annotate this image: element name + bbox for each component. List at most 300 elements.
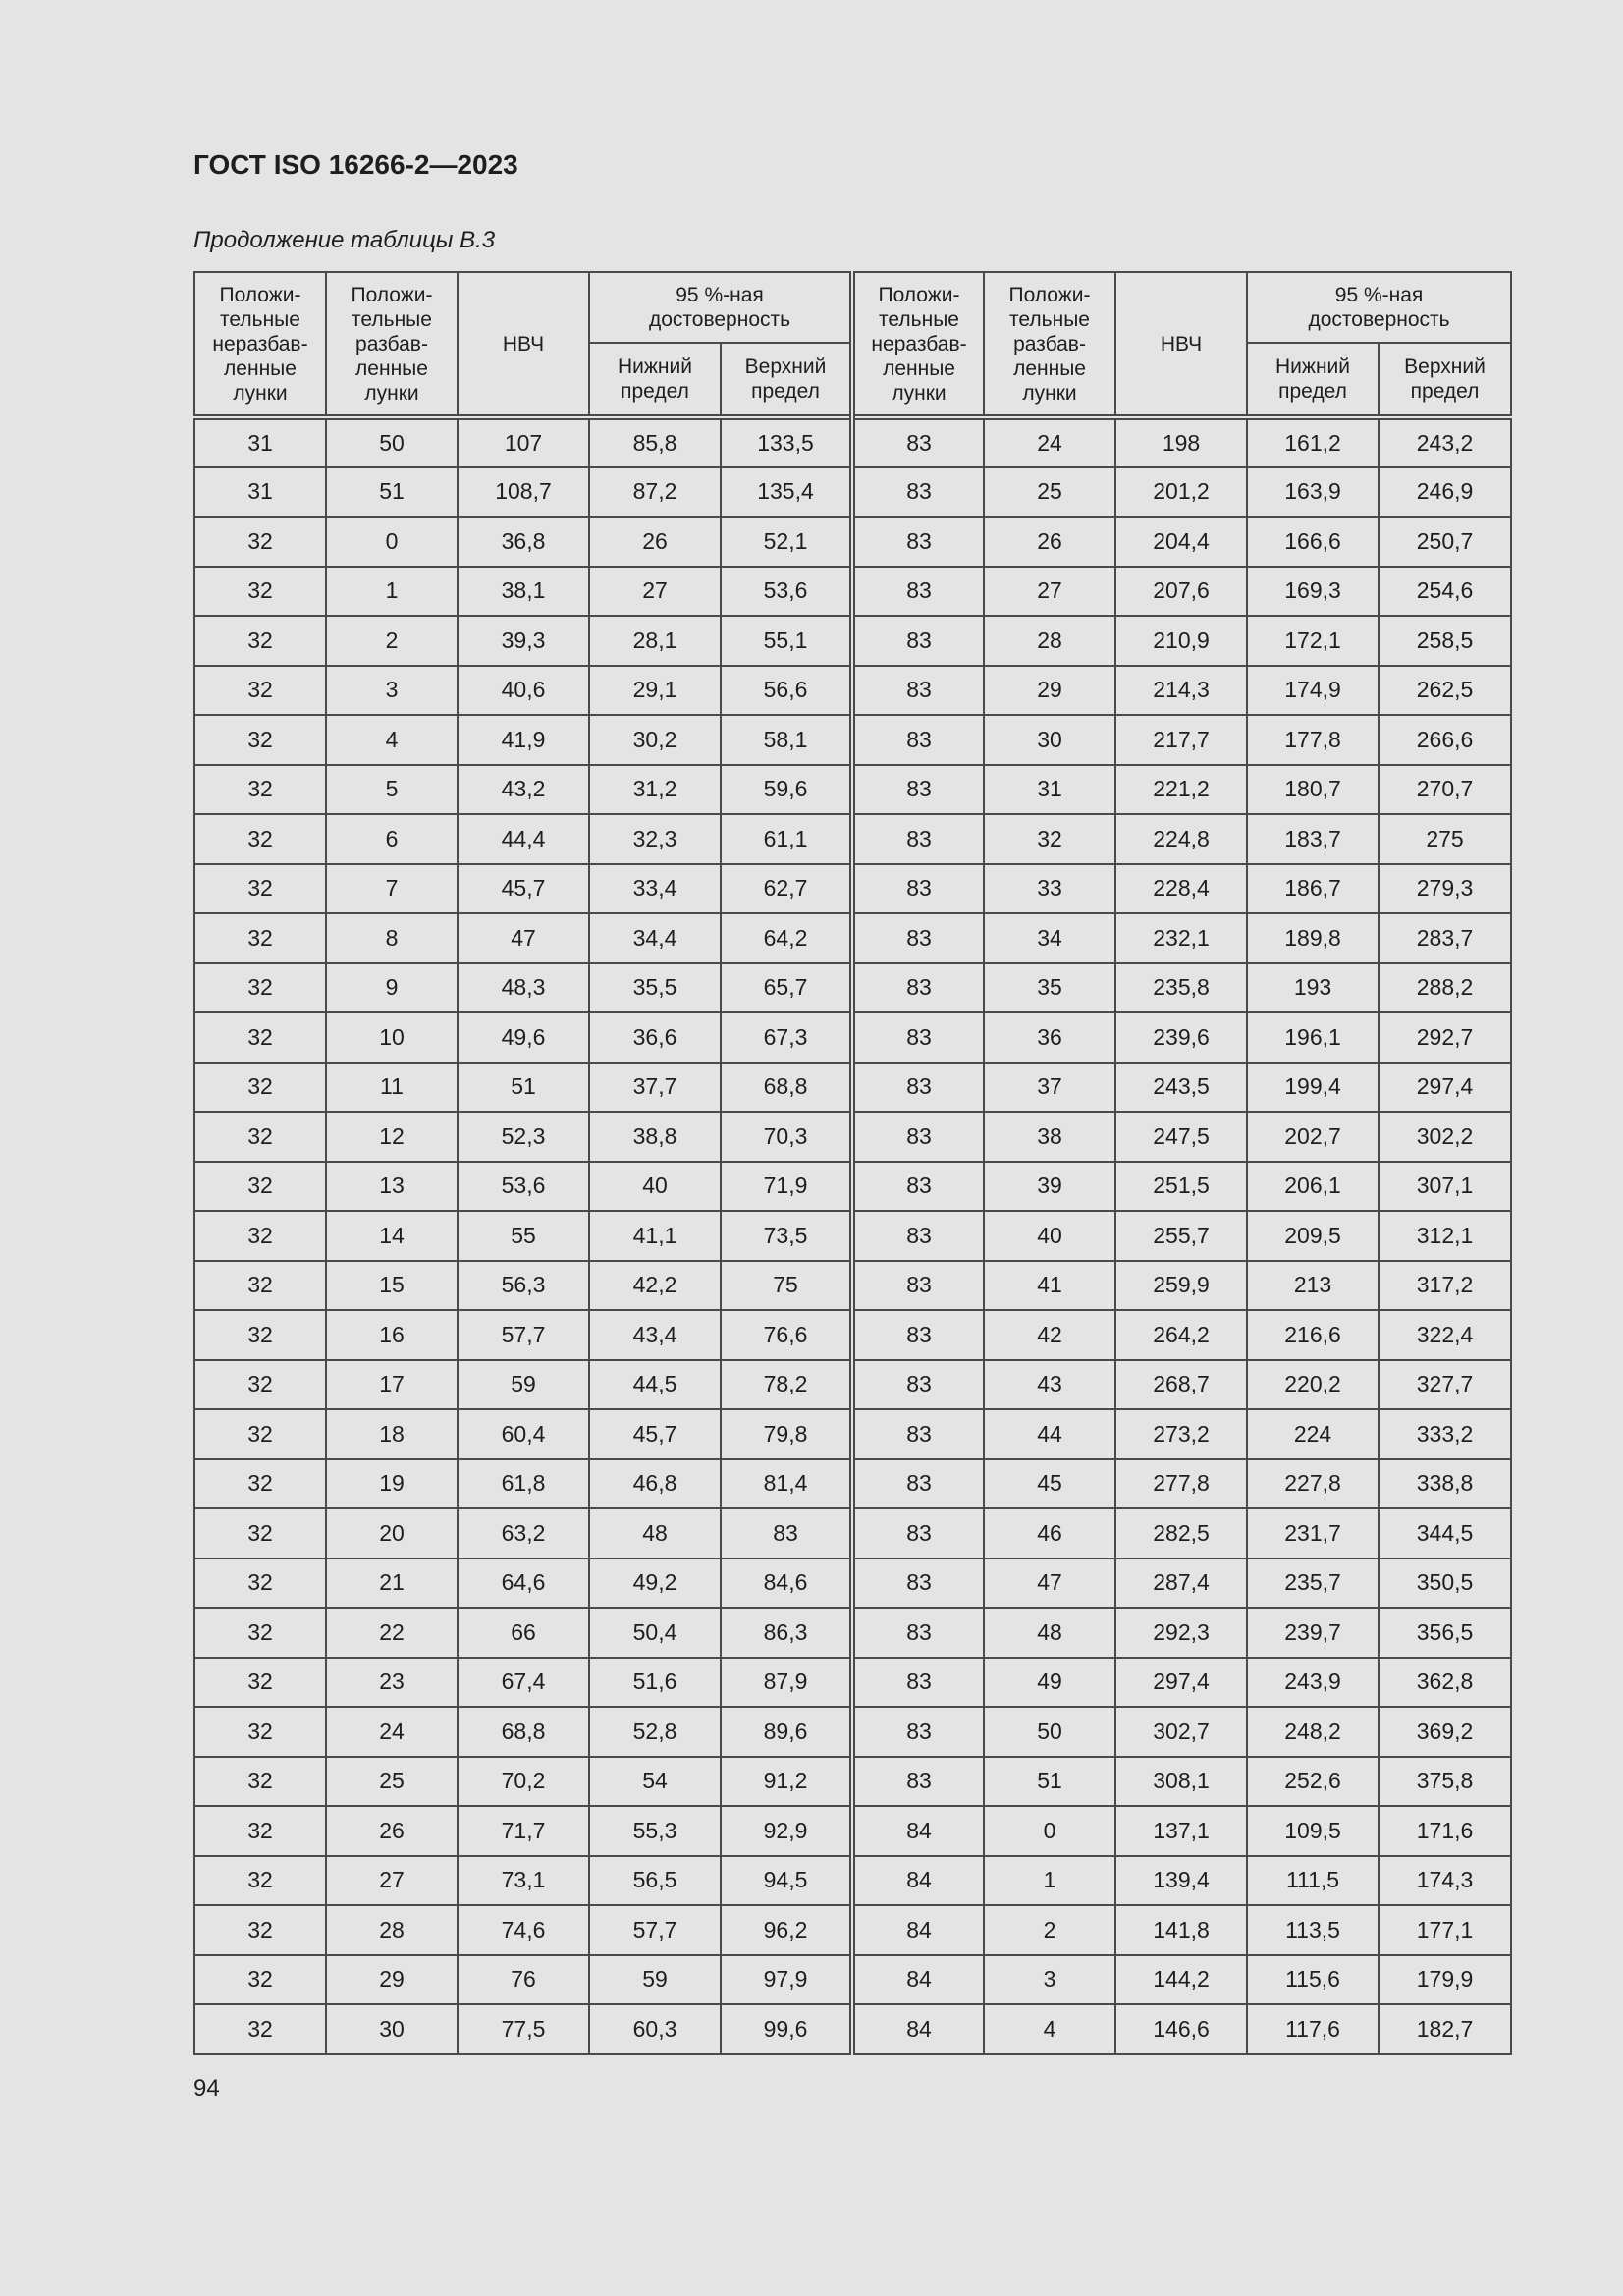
table-cell: 83	[852, 1211, 984, 1261]
table-cell: 202,7	[1247, 1112, 1379, 1162]
table-cell: 83	[852, 1012, 984, 1063]
col-header-confidence: 95 %-ная достоверность	[1247, 272, 1511, 343]
table-cell: 224,8	[1115, 814, 1247, 864]
table-cell: 248,2	[1247, 1707, 1379, 1757]
table-cell: 243,2	[1379, 417, 1511, 467]
table-cell: 25	[326, 1757, 458, 1807]
table-cell: 76	[458, 1955, 589, 2005]
table-cell: 59,6	[721, 765, 852, 815]
table-cell: 33	[984, 864, 1115, 914]
table-cell: 243,5	[1115, 1063, 1247, 1113]
table-cell: 141,8	[1115, 1905, 1247, 1955]
table-cell: 11	[326, 1063, 458, 1113]
table-cell: 83	[852, 864, 984, 914]
table-cell: 111,5	[1247, 1856, 1379, 1906]
table-cell: 56,6	[721, 666, 852, 716]
table-cell: 213	[1247, 1261, 1379, 1311]
table-cell: 41,1	[589, 1211, 721, 1261]
table-cell: 288,2	[1379, 963, 1511, 1013]
table-cell: 32	[194, 715, 326, 765]
table-cell: 83	[852, 1063, 984, 1113]
table-cell: 297,4	[1115, 1658, 1247, 1708]
table-cell: 232,1	[1115, 913, 1247, 963]
table-cell: 32	[194, 1459, 326, 1509]
table-cell: 32	[194, 1409, 326, 1459]
table-cell: 31	[984, 765, 1115, 815]
table-cell: 13	[326, 1162, 458, 1212]
table-cell: 338,8	[1379, 1459, 1511, 1509]
table-cell: 38	[984, 1112, 1115, 1162]
table-cell: 60,3	[589, 2004, 721, 2054]
mpn-table	[193, 271, 1512, 2055]
table-cell: 15	[326, 1261, 458, 1311]
table-row	[194, 616, 1511, 666]
table-cell: 250,7	[1379, 517, 1511, 567]
table-cell: 174,9	[1247, 666, 1379, 716]
table-row	[194, 864, 1511, 914]
table-cell: 24	[326, 1707, 458, 1757]
table-cell: 10	[326, 1012, 458, 1063]
table-cell: 356,5	[1379, 1608, 1511, 1658]
table-cell: 52,8	[589, 1707, 721, 1757]
table-cell: 14	[326, 1211, 458, 1261]
table-cell: 31	[194, 467, 326, 518]
col-header-lower-limit: Нижний предел	[1247, 343, 1379, 417]
table-cell: 29,1	[589, 666, 721, 716]
table-row	[194, 1409, 1511, 1459]
table-cell: 83	[852, 467, 984, 518]
table-cell: 84	[852, 1905, 984, 1955]
table-cell: 62,7	[721, 864, 852, 914]
table-cell: 55	[458, 1211, 589, 1261]
table-cell: 1	[984, 1856, 1115, 1906]
table-cell: 92,9	[721, 1806, 852, 1856]
table-cell: 32	[194, 1310, 326, 1360]
table-cell: 48	[984, 1608, 1115, 1658]
table-cell: 57,7	[458, 1310, 589, 1360]
table-cell: 172,1	[1247, 616, 1379, 666]
table-cell: 113,5	[1247, 1905, 1379, 1955]
table-cell: 9	[326, 963, 458, 1013]
table-cell: 201,2	[1115, 467, 1247, 518]
table-cell: 45,7	[589, 1409, 721, 1459]
table-cell: 63,2	[458, 1508, 589, 1558]
table-cell: 18	[326, 1409, 458, 1459]
table-row	[194, 1608, 1511, 1658]
table-cell: 40	[984, 1211, 1115, 1261]
table-cell: 83	[852, 963, 984, 1013]
table-cell: 33,4	[589, 864, 721, 914]
table-cell: 235,7	[1247, 1558, 1379, 1609]
table-row	[194, 1310, 1511, 1360]
table-cell: 83	[852, 417, 984, 467]
table-cell: 193	[1247, 963, 1379, 1013]
table-cell: 32	[194, 1757, 326, 1807]
table-cell: 344,5	[1379, 1508, 1511, 1558]
table-cell: 8	[326, 913, 458, 963]
table-cell: 41,9	[458, 715, 589, 765]
table-row	[194, 666, 1511, 716]
table-cell: 30	[326, 2004, 458, 2054]
table-cell: 283,7	[1379, 913, 1511, 963]
table-row	[194, 715, 1511, 765]
table-cell: 292,3	[1115, 1608, 1247, 1658]
table-cell: 254,6	[1379, 567, 1511, 617]
table-cell: 183,7	[1247, 814, 1379, 864]
table-row	[194, 1757, 1511, 1807]
table-cell: 239,6	[1115, 1012, 1247, 1063]
table-cell: 214,3	[1115, 666, 1247, 716]
table-cell: 47	[458, 913, 589, 963]
table-cell: 84	[852, 1806, 984, 1856]
table-cell: 322,4	[1379, 1310, 1511, 1360]
table-cell: 264,2	[1115, 1310, 1247, 1360]
table-cell: 239,7	[1247, 1608, 1379, 1658]
table-cell: 4	[984, 2004, 1115, 2054]
table-row	[194, 1707, 1511, 1757]
table-cell: 27	[589, 567, 721, 617]
table-cell: 12	[326, 1112, 458, 1162]
table-row	[194, 963, 1511, 1013]
table-cell: 27	[326, 1856, 458, 1906]
table-cell: 64,2	[721, 913, 852, 963]
table-cell: 83	[852, 1310, 984, 1360]
table-cell: 73,5	[721, 1211, 852, 1261]
table-cell: 87,2	[589, 467, 721, 518]
table-row	[194, 1955, 1511, 2005]
table-row	[194, 1261, 1511, 1311]
table-cell: 79,8	[721, 1409, 852, 1459]
table-cell: 56,5	[589, 1856, 721, 1906]
table-cell: 16	[326, 1310, 458, 1360]
table-cell: 317,2	[1379, 1261, 1511, 1311]
table-cell: 83	[852, 1261, 984, 1311]
table-cell: 26	[984, 517, 1115, 567]
table-cell: 48,3	[458, 963, 589, 1013]
table-cell: 97,9	[721, 1955, 852, 2005]
table-cell: 6	[326, 814, 458, 864]
table-cell: 23	[326, 1658, 458, 1708]
table-cell: 199,4	[1247, 1063, 1379, 1113]
table-cell: 83	[852, 1608, 984, 1658]
table-cell: 38,8	[589, 1112, 721, 1162]
table-cell: 35,5	[589, 963, 721, 1013]
table-cell: 61,8	[458, 1459, 589, 1509]
table-cell: 34	[984, 913, 1115, 963]
table-cell: 32	[194, 765, 326, 815]
table-cell: 307,1	[1379, 1162, 1511, 1212]
table-cell: 31	[194, 417, 326, 467]
table-cell: 224	[1247, 1409, 1379, 1459]
table-cell: 51	[984, 1757, 1115, 1807]
table-cell: 49,6	[458, 1012, 589, 1063]
table-row	[194, 1508, 1511, 1558]
table-cell: 5	[326, 765, 458, 815]
table-cell: 43,2	[458, 765, 589, 815]
table-cell: 292,7	[1379, 1012, 1511, 1063]
table-cell: 52,1	[721, 517, 852, 567]
table-cell: 279,3	[1379, 864, 1511, 914]
table-cell: 196,1	[1247, 1012, 1379, 1063]
table-cell: 270,7	[1379, 765, 1511, 815]
table-cell: 83	[852, 1409, 984, 1459]
table-cell: 207,6	[1115, 567, 1247, 617]
table-row	[194, 1558, 1511, 1609]
table-cell: 36,8	[458, 517, 589, 567]
table-cell: 166,6	[1247, 517, 1379, 567]
table-cell: 36	[984, 1012, 1115, 1063]
table-cell: 37	[984, 1063, 1115, 1113]
table-cell: 28,1	[589, 616, 721, 666]
table-cell: 83	[852, 1112, 984, 1162]
table-cell: 21	[326, 1558, 458, 1609]
table-cell: 83	[852, 567, 984, 617]
table-cell: 53,6	[721, 567, 852, 617]
col-header-upper-limit: Верхний предел	[721, 343, 852, 417]
table-cell: 32	[194, 814, 326, 864]
table-cell: 55,1	[721, 616, 852, 666]
table-cell: 38,1	[458, 567, 589, 617]
table-cell: 20	[326, 1508, 458, 1558]
table-cell: 312,1	[1379, 1211, 1511, 1261]
table-cell: 64,6	[458, 1558, 589, 1609]
table-cell: 34,4	[589, 913, 721, 963]
table-cell: 46,8	[589, 1459, 721, 1509]
table-cell: 32	[194, 1508, 326, 1558]
table-row	[194, 1012, 1511, 1063]
table-row	[194, 814, 1511, 864]
table-row	[194, 1211, 1511, 1261]
table-cell: 220,2	[1247, 1360, 1379, 1410]
table-cell: 1	[326, 567, 458, 617]
table-cell: 287,4	[1115, 1558, 1247, 1609]
table-cell: 2	[984, 1905, 1115, 1955]
table-cell: 32	[194, 666, 326, 716]
table-cell: 146,6	[1115, 2004, 1247, 2054]
table-cell: 68,8	[721, 1063, 852, 1113]
table-row	[194, 467, 1511, 518]
table-cell: 32,3	[589, 814, 721, 864]
table-cell: 60,4	[458, 1409, 589, 1459]
table-cell: 32	[194, 963, 326, 1013]
table-cell: 262,5	[1379, 666, 1511, 716]
table-cell: 46	[984, 1508, 1115, 1558]
table-cell: 44,4	[458, 814, 589, 864]
page-number: 94	[193, 2075, 220, 2102]
table-row	[194, 1658, 1511, 1708]
table-cell: 174,3	[1379, 1856, 1511, 1906]
table-cell: 266,6	[1379, 715, 1511, 765]
table-cell: 83	[852, 517, 984, 567]
table-cell: 137,1	[1115, 1806, 1247, 1856]
table-cell: 41	[984, 1261, 1115, 1311]
table-cell: 32	[194, 616, 326, 666]
table-cell: 75	[721, 1261, 852, 1311]
table-cell: 32	[194, 864, 326, 914]
table-cell: 302,7	[1115, 1707, 1247, 1757]
table-row	[194, 1905, 1511, 1955]
table-cell: 206,1	[1247, 1162, 1379, 1212]
table-caption: Продолжение таблицы В.3	[193, 227, 496, 253]
table-cell: 32	[194, 1012, 326, 1063]
table-cell: 78,2	[721, 1360, 852, 1410]
table-cell: 50	[984, 1707, 1115, 1757]
table-cell: 84	[852, 1856, 984, 1906]
table-cell: 83	[852, 1360, 984, 1410]
table-cell: 45,7	[458, 864, 589, 914]
table-cell: 350,5	[1379, 1558, 1511, 1609]
table-cell: 83	[852, 913, 984, 963]
table-cell: 52,3	[458, 1112, 589, 1162]
table-cell: 71,7	[458, 1806, 589, 1856]
table-cell: 171,6	[1379, 1806, 1511, 1856]
table-cell: 32	[194, 517, 326, 567]
table-cell: 32	[194, 1707, 326, 1757]
table-cell: 31,2	[589, 765, 721, 815]
table-cell: 179,9	[1379, 1955, 1511, 2005]
table-cell: 28	[326, 1905, 458, 1955]
table-cell: 83	[852, 1508, 984, 1558]
table-row	[194, 765, 1511, 815]
table-cell: 65,7	[721, 963, 852, 1013]
table-cell: 258,5	[1379, 616, 1511, 666]
table-cell: 26	[326, 1806, 458, 1856]
table-cell: 50	[326, 417, 458, 467]
table-cell: 180,7	[1247, 765, 1379, 815]
table-cell: 83	[852, 814, 984, 864]
table-cell: 186,7	[1247, 864, 1379, 914]
table-cell: 24	[984, 417, 1115, 467]
table-cell: 177,1	[1379, 1905, 1511, 1955]
table-cell: 32	[194, 1261, 326, 1311]
table-cell: 83	[852, 1459, 984, 1509]
table-cell: 25	[984, 467, 1115, 518]
table-cell: 327,7	[1379, 1360, 1511, 1410]
table-cell: 36,6	[589, 1012, 721, 1063]
table-cell: 169,3	[1247, 567, 1379, 617]
table-cell: 83	[852, 1162, 984, 1212]
table-cell: 51,6	[589, 1658, 721, 1708]
table-cell: 333,2	[1379, 1409, 1511, 1459]
table-row	[194, 913, 1511, 963]
table-cell: 32	[194, 1856, 326, 1906]
table-row	[194, 567, 1511, 617]
table-cell: 247,5	[1115, 1112, 1247, 1162]
table-cell: 49	[984, 1658, 1115, 1708]
table-cell: 39	[984, 1162, 1115, 1212]
table-cell: 83	[852, 715, 984, 765]
table-cell: 275	[1379, 814, 1511, 864]
table-cell: 83	[852, 765, 984, 815]
table-row	[194, 2004, 1511, 2054]
table-cell: 268,7	[1115, 1360, 1247, 1410]
table-cell: 115,6	[1247, 1955, 1379, 2005]
table-cell: 86,3	[721, 1608, 852, 1658]
table-cell: 135,4	[721, 467, 852, 518]
col-header-lower-limit: Нижний предел	[589, 343, 721, 417]
table-cell: 117,6	[1247, 2004, 1379, 2054]
table-cell: 53,6	[458, 1162, 589, 1212]
table-cell: 204,4	[1115, 517, 1247, 567]
table-cell: 17	[326, 1360, 458, 1410]
table-cell: 216,6	[1247, 1310, 1379, 1360]
table-cell: 40,6	[458, 666, 589, 716]
col-header-mpn: НВЧ	[458, 272, 589, 417]
table-cell: 32	[194, 1360, 326, 1410]
table-cell: 32	[194, 2004, 326, 2054]
table-cell: 144,2	[1115, 1955, 1247, 2005]
table-cell: 57,7	[589, 1905, 721, 1955]
table-cell: 182,7	[1379, 2004, 1511, 2054]
table-cell: 32	[194, 1806, 326, 1856]
table-cell: 83	[852, 616, 984, 666]
table-cell: 22	[326, 1608, 458, 1658]
table-cell: 243,9	[1247, 1658, 1379, 1708]
table-body	[194, 417, 1511, 2054]
table-cell: 44,5	[589, 1360, 721, 1410]
table-cell: 56,3	[458, 1261, 589, 1311]
table-cell: 73,1	[458, 1856, 589, 1906]
table-cell: 81,4	[721, 1459, 852, 1509]
table-cell: 3	[984, 1955, 1115, 2005]
table-cell: 39,3	[458, 616, 589, 666]
table-cell: 49,2	[589, 1558, 721, 1609]
table-cell: 375,8	[1379, 1757, 1511, 1807]
table-cell: 19	[326, 1459, 458, 1509]
table-cell: 32	[194, 1905, 326, 1955]
table-cell: 42,2	[589, 1261, 721, 1311]
table-cell: 37,7	[589, 1063, 721, 1113]
table-cell: 67,3	[721, 1012, 852, 1063]
table-cell: 277,8	[1115, 1459, 1247, 1509]
table-cell: 255,7	[1115, 1211, 1247, 1261]
table-cell: 3	[326, 666, 458, 716]
table-cell: 85,8	[589, 417, 721, 467]
table-cell: 96,2	[721, 1905, 852, 1955]
table-cell: 30	[984, 715, 1115, 765]
col-header-mpn: НВЧ	[1115, 272, 1247, 417]
table-cell: 0	[984, 1806, 1115, 1856]
table-cell: 99,6	[721, 2004, 852, 2054]
table-cell: 71,9	[721, 1162, 852, 1212]
table-cell: 177,8	[1247, 715, 1379, 765]
col-header-positive-undiluted: Положи- тельные неразбав- ленные лунки	[852, 272, 984, 417]
table-cell: 94,5	[721, 1856, 852, 1906]
table-cell: 369,2	[1379, 1707, 1511, 1757]
table-cell: 228,4	[1115, 864, 1247, 914]
col-header-positive-undiluted: Положи- тельные неразбав- ленные лунки	[194, 272, 326, 417]
table-cell: 273,2	[1115, 1409, 1247, 1459]
table-cell: 108,7	[458, 467, 589, 518]
table-cell: 48	[589, 1508, 721, 1558]
table-cell: 189,8	[1247, 913, 1379, 963]
table-cell: 83	[852, 1558, 984, 1609]
table-cell: 259,9	[1115, 1261, 1247, 1311]
table-cell: 32	[194, 1063, 326, 1113]
table-row	[194, 1856, 1511, 1906]
table-cell: 32	[194, 1955, 326, 2005]
col-header-positive-diluted: Положи- тельные разбав- ленные лунки	[984, 272, 1115, 417]
table-cell: 163,9	[1247, 467, 1379, 518]
table-cell: 27	[984, 567, 1115, 617]
table-cell: 84	[852, 1955, 984, 2005]
table-cell: 47	[984, 1558, 1115, 1609]
table-cell: 55,3	[589, 1806, 721, 1856]
table-cell: 302,2	[1379, 1112, 1511, 1162]
table-row	[194, 517, 1511, 567]
table-cell: 70,2	[458, 1757, 589, 1807]
table-cell: 84	[852, 2004, 984, 2054]
